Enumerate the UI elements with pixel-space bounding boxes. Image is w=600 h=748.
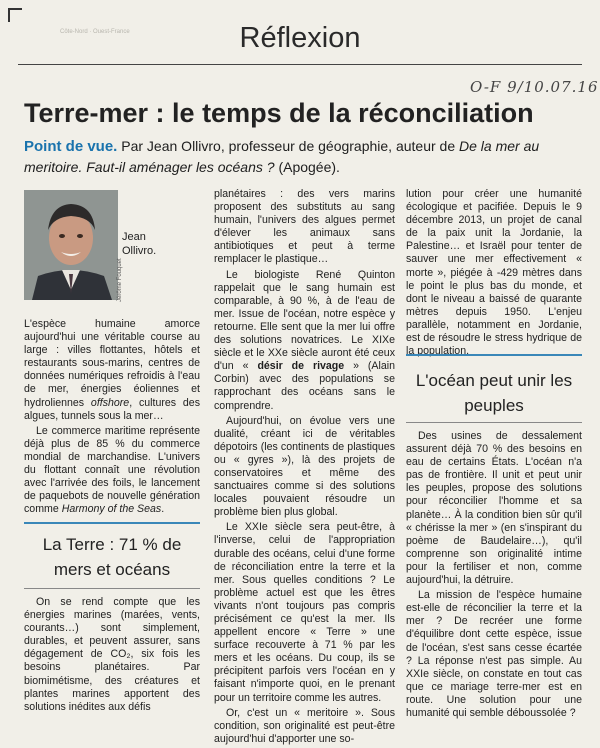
portrait-image bbox=[24, 190, 118, 300]
caption-line: Jean bbox=[122, 231, 146, 243]
byline-text: Par Jean Ollivro, professeur de géographie, auteur de bbox=[121, 138, 456, 154]
book-title: De la mer au meritoire. Faut-il aménager les océans ? bbox=[24, 138, 540, 175]
photo-caption bbox=[122, 230, 156, 258]
handwritten-date-note: O-F 9/10.07.16 bbox=[470, 78, 599, 96]
paragraph: Le XXIe siècle sera peut-être, à l'inverse, celui de l'appropriation durable des océans, celui d'une forme de réconciliation entre la terre et la mer. Sous quelles conditions ? Le problème actuel est que les êtres vivants n'ont toujours pas compris précisément ce qu'est la mer. Ils appellent encore « Terre » une surface recouverte à 71 % par les mers et les océans. Du coup, ils se précipitent parfois vers l'océan en y faisant n'importe quoi, en le prenant pour un territoire comme les autres. bbox=[214, 521, 395, 704]
paragraph: Le commerce maritime représente déjà plus de 85 % du commerce mondial de marchandise. L'univers du flottant connaît une révolution avec l'arrivée des foils, le lancement de paquebots de nouvelle génération comme Harmony of the Seas. bbox=[24, 424, 200, 516]
paragraph: L'espèce humaine amorce aujourd'hui une véritable course au large : villes flottantes, hôtels et restaurants sous-marins, centres de données numériques refroidis à l'eau de mer, énergies éoliennes et hydroliennes offshore, cultures des algues, tunnels sous la mer… bbox=[24, 318, 200, 422]
crop-mark bbox=[8, 8, 22, 22]
paragraph: Le biologiste René Quinton rappelait que le sang humain est comparable, à 90 %, à de l'eau de mer. Issue de l'océan, notre espèce y retourne. Elle sent que la mer lui offre des solutions novatrices. Le XIXe siècle et le XXe siècle auront été ceux d'un « désir de rivage » (Alain Corbin) avec des populations se rapprochant des océans sans le comprendre. bbox=[214, 268, 395, 412]
paragraph: On se rend compte que les énergies marines (marées, vents, courants…) sont simplement, durables, et peuvent assurer, sans dégagement de CO₂, six fois les besoins planétaires. Par biomimétisme, des créatures et plantes marines apportent des solutions inédites aux défis bbox=[24, 596, 200, 713]
box-rule bbox=[24, 588, 200, 589]
section-title: Réflexion bbox=[239, 22, 361, 54]
bleed-through-text: Côte-Nord · Ouest-France bbox=[60, 29, 130, 35]
box-rule bbox=[24, 522, 200, 524]
paragraph: Des usines de dessalement assurent déjà 70 % des besoins en eau de certains États. L'océan n'a pas de frontière. Il unit et peut unir les peuples, propose des solutions pour réconcilier l'homme et sa planète… À la condition bien sûr qu'il « chérisse la mer » (en s'inspirant du poème de Baudelaire…), qu'il comprenne son originalité intime pour la fertiliser et non, comme aujourd'hui, la détruire. bbox=[406, 430, 582, 587]
byline bbox=[24, 136, 584, 178]
column-2 bbox=[214, 188, 395, 748]
photo-credit: Jérôme Fouquet bbox=[117, 258, 123, 302]
byline-label: Point de vue. bbox=[24, 138, 118, 155]
column-3-top bbox=[406, 188, 582, 360]
column-3-bottom bbox=[406, 430, 582, 722]
column-1-top bbox=[24, 318, 200, 518]
paragraph: Or, c'est un « meritoire ». Sous condition, son originalité est peut-être aujourd'hui d'apporter une so- bbox=[214, 706, 395, 745]
column-1-bottom bbox=[24, 596, 200, 716]
box-rule bbox=[406, 422, 582, 423]
intertitle-1: La Terre : 71 % de mers et océans bbox=[42, 535, 182, 579]
section-rule bbox=[18, 64, 582, 65]
caption-line: Ollivro. bbox=[122, 245, 157, 257]
box-rule bbox=[406, 354, 582, 356]
paragraph: Aujourd'hui, on évolue vers une dualité, créant ici de véritables dépotoirs (les continents de plastiques ou « gyres »), là des projets de conservatoires et même des sanctuaires comme si des solutions locales pouvaient résoudre un problème bien plus global. bbox=[214, 414, 395, 519]
paragraph: planétaires : des vers marins proposent des substituts au sang humain, l'univers des algues permet d'élever les animaux sans antibiotiques et peut à terme remplacer le plastique… bbox=[214, 188, 395, 266]
author-photo bbox=[24, 190, 118, 300]
intertitle-2: L'océan peut unir les peuples bbox=[415, 371, 573, 415]
byline-publisher: (Apogée). bbox=[278, 159, 340, 175]
paragraph: La mission de l'espèce humaine est-elle de réconcilier la terre et la mer ? De recréer une forme d'équilibre dont cette espèce, issue de l'océan, s'est sans cesse écartée ? La réponse n'est pas simple. Au XXIe siècle, on constate en tout cas que ce mariage terre-mer est en route. Une solution pour une humanité qui semble déboussolée ? bbox=[406, 589, 582, 719]
paragraph: lution pour créer une humanité écologique et pacifiée. Depuis le 9 décembre 2013, un projet de canal de la paix unit la Jordanie, la Palestine… et Israël pour tenter de sauver une mer effectivement « morte », piégée à -429 mètres dans le point le plus bas du monde, et dont le niveau a baissé de quarante mètres depuis 1950. L'enjeu parallèle, notamment en Jordanie, est de résoudre le stress hydrique de la population. bbox=[406, 188, 582, 358]
headline: Terre-mer : le temps de la réconciliation bbox=[24, 98, 534, 128]
